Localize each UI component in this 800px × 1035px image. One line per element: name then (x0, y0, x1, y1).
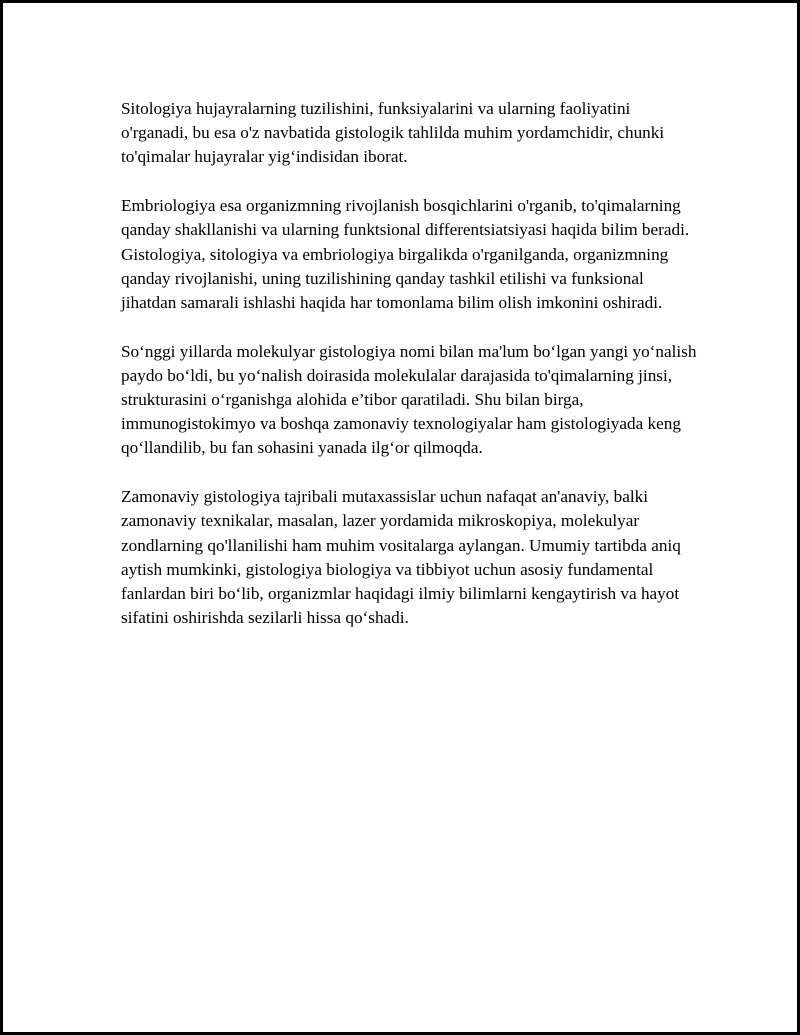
document-body (121, 97, 701, 655)
paragraph-sitologiya: Sitologiya hujayralarning tuzilishini, funksiyalarini va ularning faoliyatini o'rganadi, bu esa o'z navbatida gistologik tahlilda muhim yordamchidir, chunki to'qimalar hujayralar yig‘indisidan iborat. (121, 99, 665, 167)
paragraph-embriologiya: Embriologiya esa organizmning rivojlanish bosqichlarini o'rganib, to'qimalarning qanday shakllanishi va ularning funktsional differentsiatsiyasi haqida bilim beradi. Gistologiya, sitologiya va embriologiya birgalikda o'rganilganda, organizmning qanday rivojlanishi, uning tuzilishining qanday tashkil etilishi va funksional jihatdan samarali ishlashi haqida har tomonlama bilim olish imkonini oshiradi. (121, 196, 690, 312)
paragraph-zamonaviy-gistologiya: Zamonaviy gistologiya tajribali mutaxassislar uchun nafaqat an'anaviy, balki zamonaviy texnikalar, masalan, lazer yordamida mikroskopiya, molekulyar zondlarning qo'llanilishi ham muhim vositalarga aylangan. Umumiy tartibda aniq aytish mumkinki, gistologiya biologiya va tibbiyot uchun asosiy fundamental fanlardan biri bo‘lib, organizmlar haqidagi ilmiy bilimlarni kengaytirish va hayot sifatini oshirishda sezilarli hissa qo‘shadi. (121, 487, 681, 628)
paragraph-molekulyar-gistologiya: So‘nggi yillarda molekulyar gistologiya nomi bilan ma'lum bo‘lgan yangi yo‘nalish paydo bo‘ldi, bu yo‘nalish doirasida molekulalar darajasida to'qimalarning jinsi, strukturasini o‘rganishga alohida e’tibor qaratiladi. Shu bilan birga, immunogistokimyo va boshqa zamonaviy texnologiyalar ham gistologiyada keng qo‘llandilib, bu fan sohasini yanada ilg‘or qilmoqda. (121, 341, 697, 458)
